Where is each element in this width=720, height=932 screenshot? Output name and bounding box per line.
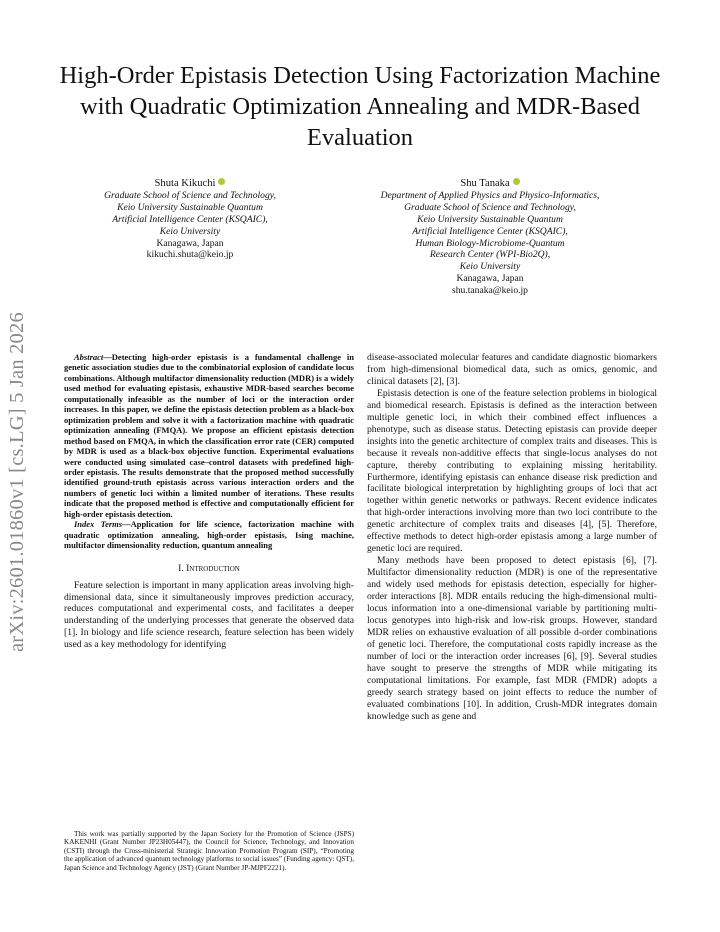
author-name: Shuta Kikuchi	[154, 178, 216, 189]
author-block-1	[70, 178, 310, 261]
right-column	[367, 352, 657, 723]
orcid-icon[interactable]	[218, 178, 225, 185]
affiliation-line: Keio University Sustainable Quantum	[417, 213, 563, 225]
section-heading: I. Introduction	[178, 562, 240, 574]
affiliation-line: Artificial Intelligence Center (KSQAIC),	[412, 225, 568, 237]
affiliation-line: Artificial Intelligence Center (KSQAIC),	[112, 213, 268, 225]
affiliation-line: Research Center (WPI-Bio2Q),	[429, 249, 551, 261]
author-name: Shu Tanaka	[460, 178, 510, 189]
affiliation-line: Keio University	[159, 225, 221, 237]
paragraph: disease-associated molecular features and candidate diagnostic biomarkers from high-dimensional biomedical data, such as omics, genomic, and clinical datasets [2], [3].	[367, 352, 657, 387]
author-block-2	[340, 178, 640, 297]
affiliation-line: Keio University Sustainable Quantum	[117, 201, 263, 213]
index-terms: Index Terms—Application for life science, factorization machine with quadratic optimization annealing, high-order epistasis, Ising machine, multifactor dimensionality reduction, quantum annealing	[64, 519, 354, 551]
affiliation-line: Graduate School of Science and Technology,	[404, 201, 576, 213]
affiliation-line: Human Biology-Microbiome-Quantum	[415, 237, 565, 249]
author-email: kikuchi.shuta@keio.jp	[146, 249, 234, 261]
footnote: This work was partially supported by the Japan Society for the Promotion of Science (JSPS) KAKENHI (Grant Number JP23H05447), the Council for Science, Technology, and Innovation (CSTI) through the Cross-ministerial Strategic Innovation Promotion Program (SIP), “Promoting the application of advanced quantum technology platforms to social issues” (Funding agency: QST), Japan Science and Technology Agency (JST) (Grant Number JP-MJPF2221).	[64, 830, 354, 872]
affiliation-line: Graduate School of Science and Technology,	[104, 189, 276, 201]
paragraph: Epistasis detection is one of the feature selection problems in biological and biomedical research. Epistasis is defined as the interaction between multiple genetic loci, in which their combined effect influences a phenotype, such as disease status. Detecting epistasis can provide deeper insights into the genetic architecture of complex traits and diseases. This is because it reveals non-additive effects that single-locus analyses do not capture, thereby contributing to explaining missing heritability. Furthermore, identifying epistasis can enhance disease risk prediction and facilitate biological interpretation by highlighting groups of loci that act together within genetic networks or pathways. Recent evidence indicates that high-order interactions involving more than two loci contribute to the genetic architecture of complex traits and diseases [4], [5]. Therefore, effective methods to detect high-order epistasis among a large number of genetic loci are required.	[367, 387, 657, 555]
affiliation-line: Department of Applied Physics and Physico-Informatics,	[380, 189, 600, 201]
paragraph: Many methods have been proposed to detect epistasis [6], [7]. Multifactor dimensionality reduction (MDR) is one of the representative and widely used methods for epistasis detection, especially for higher-order interactions [8]. MDR entails reducing the high-dimensional multi-locus information into a one-dimensional variable by partitioning multi-locus genotypes into high-risk and low-risk groups. However, standard MDR relies on exhaustive evaluation of all possible d-order combinations of genetic loci. Therefore, the computational costs rapidly increase as the number of loci or the interaction order increases [6], [9]. Several studies have sought to preserve the strengths of MDR while mitigating its computational limitations. For example, fast MDR (FMDR) adopts a greedy search strategy based on joint effects to reduce the number of evaluated combinations [10]. In addition, Crush-MDR integrates domain knowledge such as gene and	[367, 555, 657, 722]
author-email: shu.tanaka@keio.jp	[452, 285, 528, 297]
abstract: Abstract—Detecting high-order epistasis is a fundamental challenge in genetic association studies due to the combinatorial explosion of candidate locus combinations. Although multifactor dimensionality reduction (MDR) is a widely used method for evaluating epistasis, exhaustive MDR-based searches become computationally infeasible as the number of loci or the interaction order increases. In this paper, we define the epistasis detection problem as a black-box optimization problem and solve it with a factorization machine with quadratic optimization annealing (FMQA). We propose an efficient epistasis detection method based on FMQA, in which the classification error rate (CER) computed by MDR is used as a black-box objective function. Experimental evaluations were conducted using simulated case–control datasets with predefined high-order epistasis. The results demonstrate that the proposed method successfully identified ground-truth epistasis across various interaction orders and the numbers of genetic loci within a limited number of iterations. These results indicate that the proposed method is effective and computationally efficient for high-order epistasis detection.	[64, 352, 354, 519]
orcid-icon[interactable]	[513, 178, 520, 185]
intro-paragraph: Feature selection is important in many application areas involving high-dimensional data, since it simultaneously improves prediction accuracy, reduces computational and experimental costs, and facilitates a deeper understanding of the underlying processes that generate the observed data [1]. In biology and life science research, feature selection has been widely used as a key methodology for identifying	[64, 579, 354, 651]
author-location: Kanagawa, Japan	[156, 237, 224, 249]
affiliation-line: Keio University	[459, 261, 521, 273]
paper-title: High-Order Epistasis Detection Using Factorization Machine with Quadratic Optimization Annealing and MDR-Based Evaluation	[59, 62, 661, 151]
author-location: Kanagawa, Japan	[456, 273, 524, 285]
arxiv-identifier: arXiv:2601.01860v1 [cs.LG] 5 Jan 2026	[6, 312, 28, 652]
left-column	[64, 352, 354, 651]
